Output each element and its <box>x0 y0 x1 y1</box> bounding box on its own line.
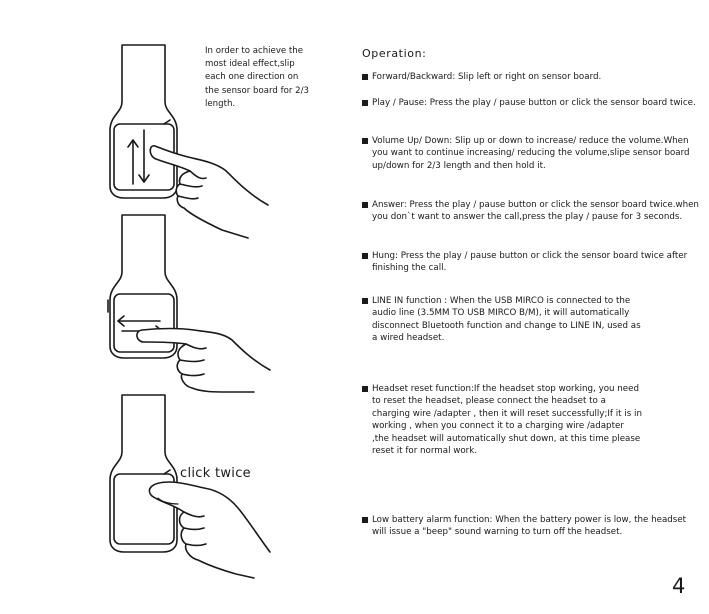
instruction-item: LINE IN function : When the USB MIRCO is connected to the audio line (3.5MM TO USB MIRCO B/M), it will automatically disconnect Bluetooth function and change to LINE IN, used as a wired headset. <box>362 295 642 345</box>
instruction-item: Forward/Backward: Slip left or right on sensor board. <box>362 71 702 83</box>
instruction-item: Headset reset function:If the headset stop working, you need to reset the headset, please connect the headset to a charging wire /adapter , then it will reset successfully;If it is in working , when you connect it to a charging wire /adapter ,the headset will automatically shut down, at this time please reset it for normal work. <box>362 383 642 457</box>
headset-swipe-horizontal-figure <box>108 215 270 392</box>
bullet-square-icon <box>362 298 368 304</box>
operation-heading: Operation: <box>362 47 427 60</box>
instruction-item: Low battery alarm function: When the battery power is low, the headset will issue a "beep" sound warning to turn off the headset. <box>362 514 702 539</box>
bullet-square-icon <box>362 386 368 392</box>
instruction-item: Hung: Press the play / pause button or click the sensor board twice after finishing the call. <box>362 250 702 275</box>
bullet-square-icon <box>362 202 368 208</box>
bullet-square-icon <box>362 253 368 259</box>
page-number: 4 <box>672 574 686 598</box>
bullet-square-icon <box>362 100 368 106</box>
bullet-square-icon <box>362 517 368 523</box>
instruction-item: Answer: Press the play / pause button or click the sensor board twice.when you don`t want to answer the call,press the play / pause for 3 seconds. <box>362 199 702 224</box>
instruction-item: Volume Up/ Down: Slip up or down to increase/ reduce the volume.When you want to continue increasing/ reducing the volume,slipe sensor board up/down for 2/3 length and then hold it. <box>362 135 702 172</box>
headset-click-twice-figure <box>110 395 270 578</box>
bullet-square-icon <box>362 138 368 144</box>
bullet-square-icon <box>362 74 368 80</box>
swipe-tip-note: In order to achieve the most ideal effect,slip each one direction on the sensor board for 2/3 length. <box>205 46 309 109</box>
click-twice-label: click twice <box>180 466 251 481</box>
instruction-item: Play / Pause: Press the play / pause button or click the sensor board twice. <box>362 97 702 109</box>
